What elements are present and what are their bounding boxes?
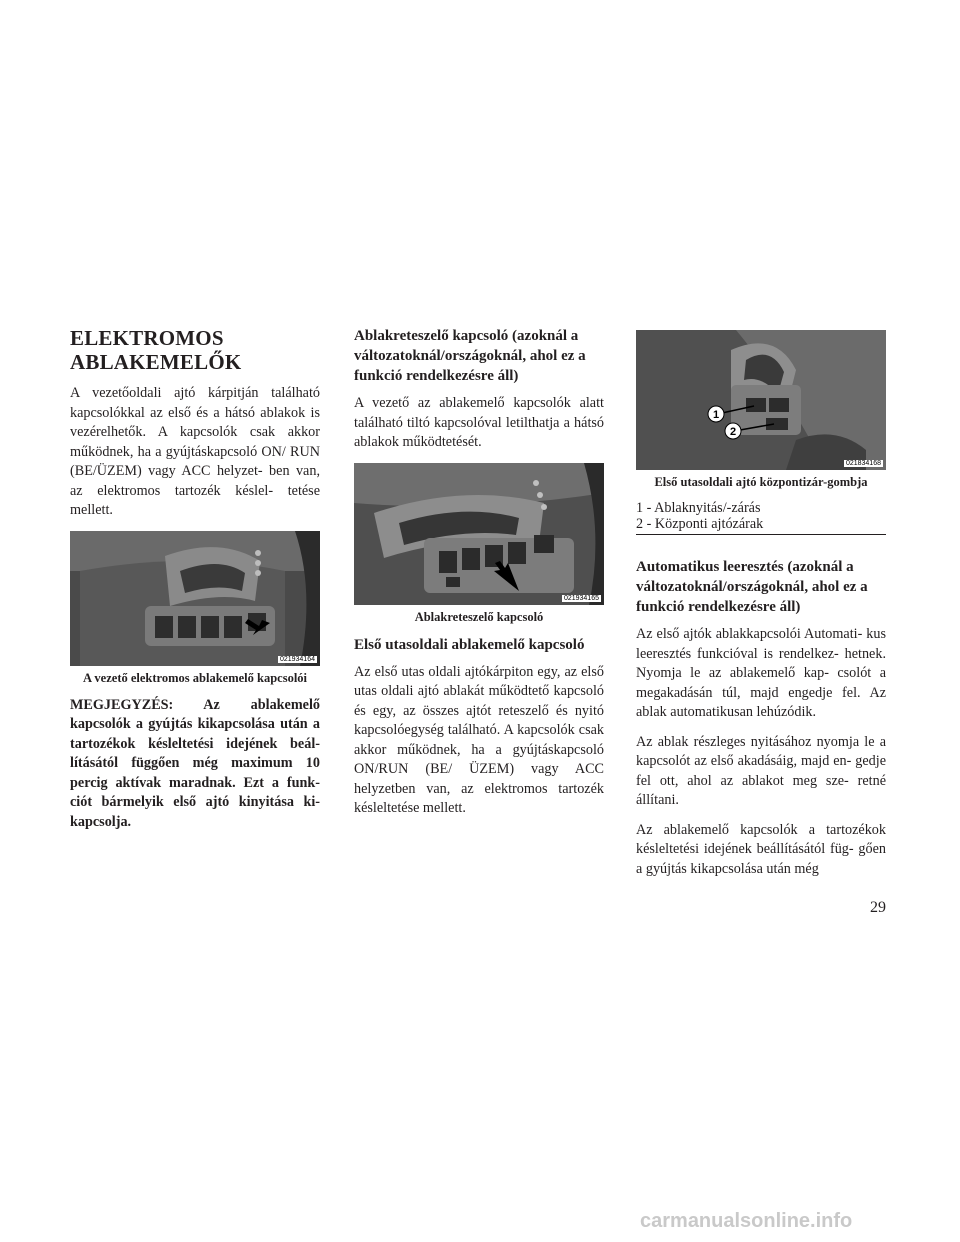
window-lock-illustration <box>354 463 604 605</box>
callout-1: 1 <box>712 409 720 421</box>
passenger-switch-paragraph: Az első utas oldali ajtókárpiton egy, az első utas oldali ajtó ablakát működtető kapcsoló és egy, az összes ajtót reteszelő és nyitó kapcsolóegység található. A kapcsolók csak akkor működnek, ha a gyújtáskapcsoló ON/RUN (BE/ ÜZEM) vagy ACC helyzetben van, az elektromos tartozék késleltetése mellett. <box>354 663 604 816</box>
passenger-door-illustration <box>636 330 886 470</box>
window-lock-paragraph: A vezető az ablakemelő kapcsolók alatt található tiltó kapcsolóval letilthatja a hátsó ablakok működtetését. <box>354 395 604 450</box>
figure-code: 021934164 <box>279 655 315 663</box>
section-heading: ELEKTROMOS ABLAKEMELŐK <box>70 326 242 374</box>
column-right <box>636 330 886 889</box>
legend-item-1: 1 - Ablaknyitás/-zárás <box>636 500 761 516</box>
figure-caption: A vezető elektromos ablakemelő kapcsolói <box>82 670 308 685</box>
driver-switches-figure <box>70 531 320 666</box>
note-paragraph: MEGJEGYZÉS: Az ablakemelő kapcsolók a gyújtás kikapcsolása után a tartozékok késleltetési idejének beál- lításától függően még maximum 10 percig aktívak maradnak. Ezt a funk- ciót bármelyik első ajtó kinyitása ki- kapcsolja. <box>70 696 320 830</box>
figure-caption: Első utasoldali ajtó központizár-gombja <box>654 475 868 489</box>
passenger-switch-heading: Első utasoldali ablakemelő kapcsoló <box>354 636 585 653</box>
figure-code: 021934165 <box>563 594 599 602</box>
auto-down-paragraph-3: Az ablakemelő kapcsolók a tartozékok késleltetési idejének beállításától füg- gően a gyújtás kikapcsolása után még <box>636 821 886 877</box>
passenger-lock-figure <box>636 330 886 470</box>
figure-caption: Ablakreteszelő kapcsoló <box>414 609 544 624</box>
auto-down-paragraph-2: Az ablak részleges nyitásához nyomja le a kapcsolót az első akadásáig, majd en- gedje fel ott, ahol az ablakot meg sze- retné állítani. <box>636 733 886 808</box>
door-panel-illustration <box>70 531 320 666</box>
figure-code: 021834168 <box>845 460 881 467</box>
figure-legend <box>636 500 886 535</box>
window-lock-figure <box>354 463 604 605</box>
window-lock-heading: Ablakreteszelő kapcsoló (azoknál a változatoknál/országoknál, ahol ez a funkció rendelkezésre áll) <box>354 328 586 384</box>
column-left <box>70 326 320 842</box>
callout-2: 2 <box>729 426 737 438</box>
legend-item-2: 2 - Központi ajtózárak <box>636 516 764 532</box>
page-number: 29 <box>870 899 886 916</box>
auto-down-paragraph-1: Az első ajtók ablakkapcsolói Automati- kus leeresztés funkcióval is rendelkez- hetnek. Nyomja le az ablakemelő kap- csolót a megakadásán túl, majd engedje fel. Az ablak automatikusan lehúzódik. <box>636 626 886 720</box>
footer-watermark: carmanualsonline.info <box>640 1210 853 1232</box>
column-middle <box>354 326 604 829</box>
auto-down-heading: Automatikus leeresztés (azoknál a változatoknál/országoknál, ahol ez a funkció rendelkezésre áll) <box>636 559 868 615</box>
intro-paragraph: A vezetőoldali ajtó kárpitján található kapcsolókkal az első és a hátsó ablakok is vezérelhetők. A kapcsolók csak akkor működnek, ha a gyújtáskapcsoló ON/ RUN (BE/ÜZEM) vagy ACC helyzet- ben van, az elektromos tartozék késlel- tetése mellett. <box>70 385 320 518</box>
